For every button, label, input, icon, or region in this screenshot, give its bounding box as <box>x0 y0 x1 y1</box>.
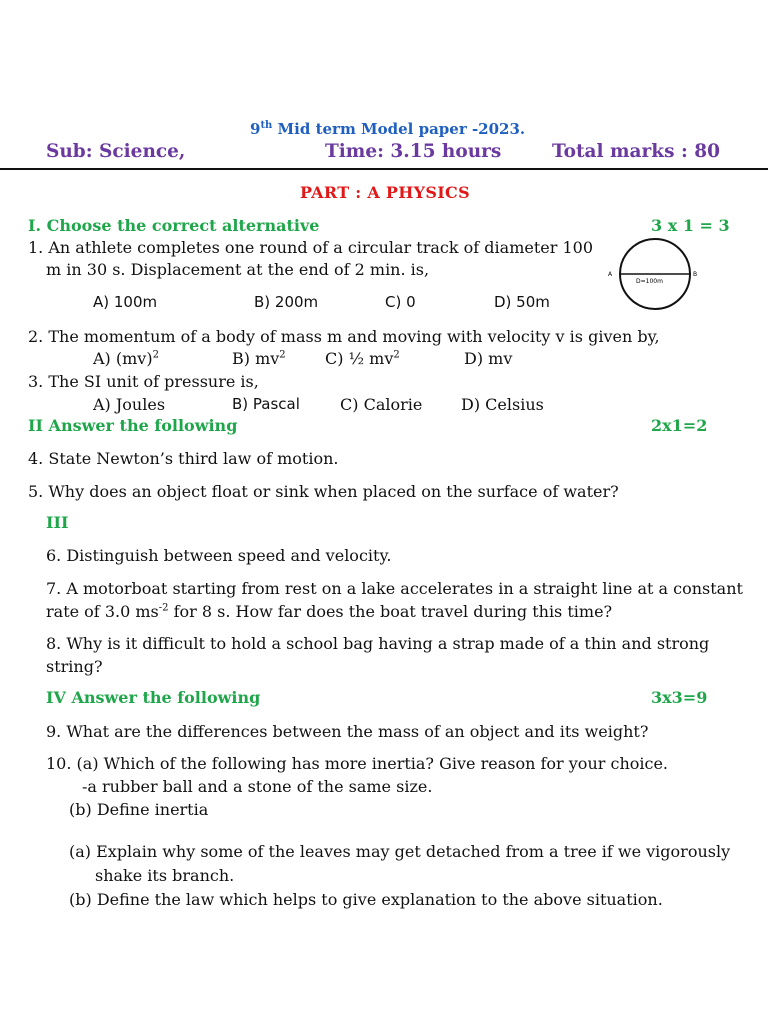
title-superscript: th <box>260 120 273 131</box>
q7-line2: rate of 3.0 $ms^{-2}$ for 8 s. How far does the boat travel during this time? <box>46 602 613 621</box>
q9: 9. What are the differences between the mass of an object and its weight? <box>46 722 649 741</box>
paper-title <box>250 120 525 138</box>
title-text: Mid term Model paper -2023. <box>272 120 526 138</box>
q1-line1: 1. An athlete completes one round of a circular track of diameter 100 <box>28 238 593 257</box>
q1-option-a: A) 100m <box>93 293 158 311</box>
q10-line2: -a rubber ball and a stone of the same size. <box>82 777 433 796</box>
section-4-heading: IV Answer the following <box>46 688 261 707</box>
q2-line1: 2. The momentum of a body of mass m and moving with velocity v is given by, <box>28 327 660 346</box>
diagram-label-b: B <box>693 271 698 278</box>
time-label: Time: 3.15 hours <box>325 141 502 162</box>
qb-line1: (b) Define the law which helps to give explanation to the above situation. <box>69 890 663 909</box>
section-2-marks: 2x1=2 <box>651 416 708 435</box>
q8-line2: string? <box>46 657 103 676</box>
q3-option-a: A) Joules <box>93 395 166 414</box>
title-number: 9 <box>250 120 261 138</box>
q2-option-b: B) $mv^2$ <box>232 349 286 368</box>
q10-line3: (b) Define inertia <box>69 800 209 819</box>
q2-option-d: D) mv <box>464 349 513 368</box>
q4: 4. State Newton’s third law of motion. <box>28 449 339 468</box>
section-1-heading: I. Choose the correct alternative <box>28 216 320 235</box>
q6: 6. Distinguish between speed and velocity. <box>46 546 392 565</box>
part-title: PART : A PHYSICS <box>300 183 470 202</box>
qa-line2: shake its branch. <box>95 866 235 885</box>
q3-option-b: B) Pascal <box>232 395 300 413</box>
q7-line1: 7. A motorboat starting from rest on a lake accelerates in a straight line at a constant <box>46 579 743 598</box>
diagram-label-a: A <box>608 271 613 278</box>
section-3-heading: III <box>46 513 69 532</box>
q2-option-c: C) ½ $mv^2$ <box>325 349 400 368</box>
q1-line2: m in 30 s. Displacement at the end of 2 min. is, <box>46 260 430 279</box>
q3-line1: 3. The SI unit of pressure is, <box>28 372 259 391</box>
q5: 5. Why does an object float or sink when placed on the surface of water? <box>28 482 619 501</box>
section-1-marks: 3 x 1 = 3 <box>651 216 730 235</box>
section-2-heading: II Answer the following <box>28 416 238 435</box>
diagram-diameter-label: D=100m <box>636 278 663 285</box>
q1-option-c: C) 0 <box>385 293 416 311</box>
q8-line1: 8. Why is it difficult to hold a school bag having a strap made of a thin and strong <box>46 634 710 653</box>
q3-option-d: D) Celsius <box>461 395 544 414</box>
header-divider <box>0 168 768 170</box>
total-marks-label: Total marks : 80 <box>552 141 720 162</box>
q2-option-a: A) (mv)$^2$ <box>93 349 159 368</box>
section-4-marks: 3x3=9 <box>651 688 708 707</box>
qa-line1: (a) Explain why some of the leaves may get detached from a tree if we vigorously <box>69 842 731 861</box>
q3-option-c: C) Calorie <box>340 395 423 414</box>
subject-label: Sub: Science, <box>46 141 186 162</box>
q10-line1: 10. (a) Which of the following has more inertia? Give reason for your choice. <box>46 754 669 773</box>
circular-track-diagram <box>600 238 710 314</box>
q1-option-b: B) 200m <box>254 293 319 311</box>
q1-option-d: D) 50m <box>494 293 550 311</box>
